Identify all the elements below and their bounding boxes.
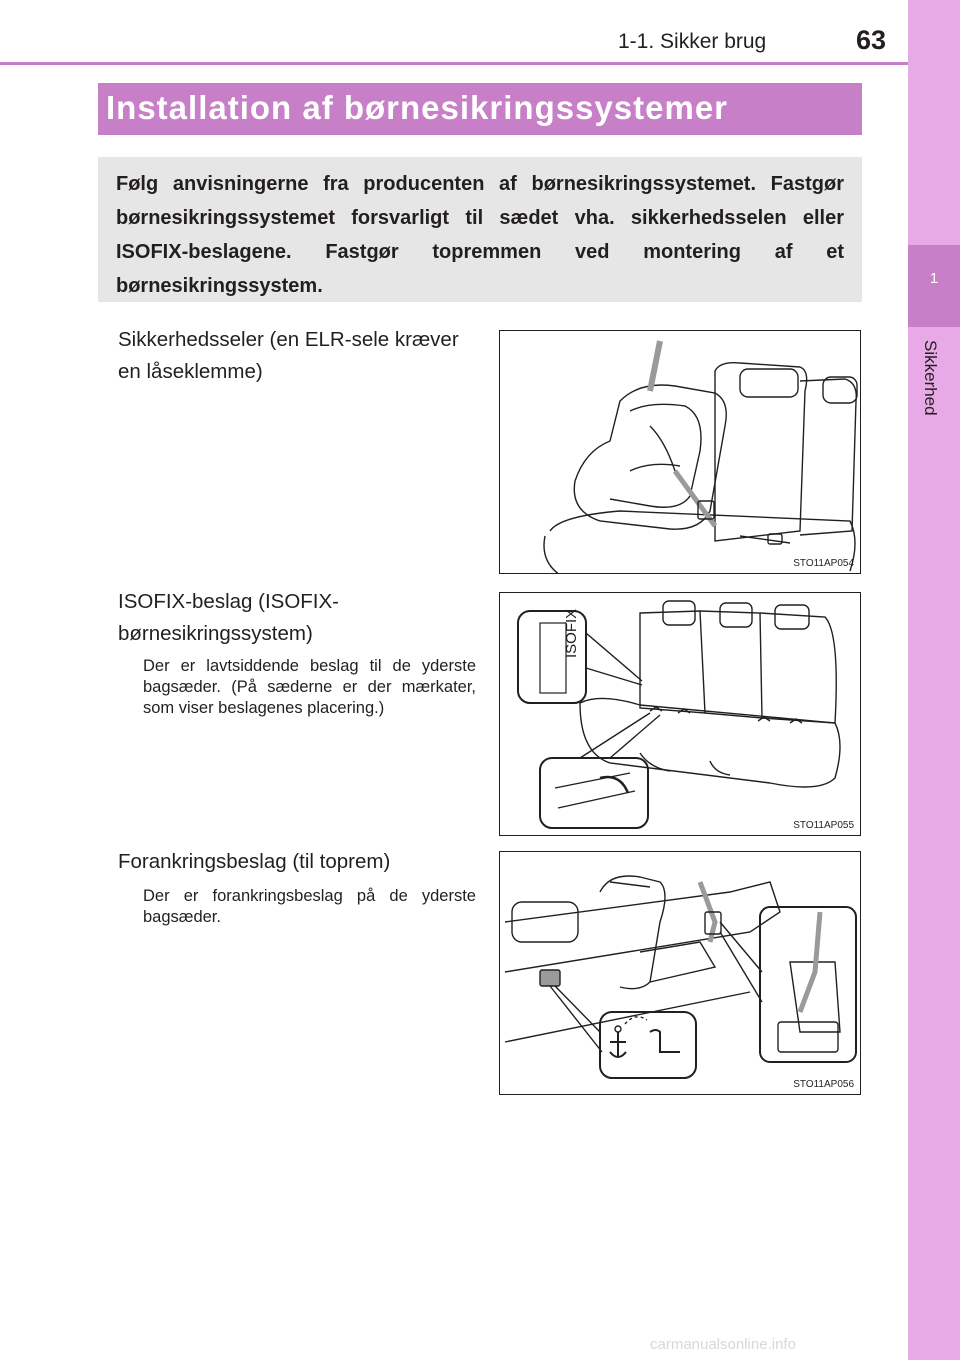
intro-text: Følg anvisningerne fra producenten af børnesikringssystemet. Fastgør børnesikringssystemet forsvarligt til sædet vha. sikkerhedsselen eller ISOFIX-beslagene. Fastgør topremmen ved montering af et børnesikringssystem.: [116, 173, 844, 297]
watermark: carmanualsonline.info: [650, 1336, 796, 1353]
item-heading-tether: Forankringsbeslag (til toprem): [118, 850, 391, 873]
item-heading-seatbelt: Sikkerhedsseler (en ELR-sele kræver en låseklemme): [118, 328, 459, 383]
isofix-seat-illustration: [500, 593, 861, 836]
item-heading-isofix: ISOFIX-beslag (ISOFIX-børnesikringssystem): [118, 590, 339, 645]
childseat-seatbelt-illustration: [500, 331, 861, 574]
header-rule: [0, 62, 908, 65]
figure-isofix-anchors: [499, 592, 861, 836]
tether-anchor-illustration: [500, 852, 861, 1095]
figure-tether-anchors: [499, 851, 861, 1095]
chapter-label: Sikkerhed: [921, 340, 940, 416]
chapter-side-tab: [908, 0, 960, 1360]
item-detail-isofix: Der er lavtsiddende beslag til de yderste bagsæder. (På sæderne er der mærkater, som viser beslagenes placering.): [143, 657, 476, 717]
section-title: 1-1. Sikker brug: [618, 30, 767, 53]
page-title: Installation af børnesikringssystemer: [106, 89, 729, 126]
item-detail-tether: Der er forankringsbeslag på de yderste bagsæder.: [143, 887, 476, 926]
chapter-number: 1: [929, 270, 939, 287]
figure-code: STO11AP055: [793, 820, 854, 831]
intro-box: [98, 157, 862, 302]
figure-seatbelt-childseat: [499, 330, 861, 574]
page-title-bar: [98, 83, 862, 135]
figure-code: STO11AP056: [793, 1079, 854, 1090]
figure-code: STO11AP054: [793, 558, 854, 569]
isofix-label: ISOFIX: [563, 608, 580, 658]
page-number: 63: [856, 25, 887, 55]
